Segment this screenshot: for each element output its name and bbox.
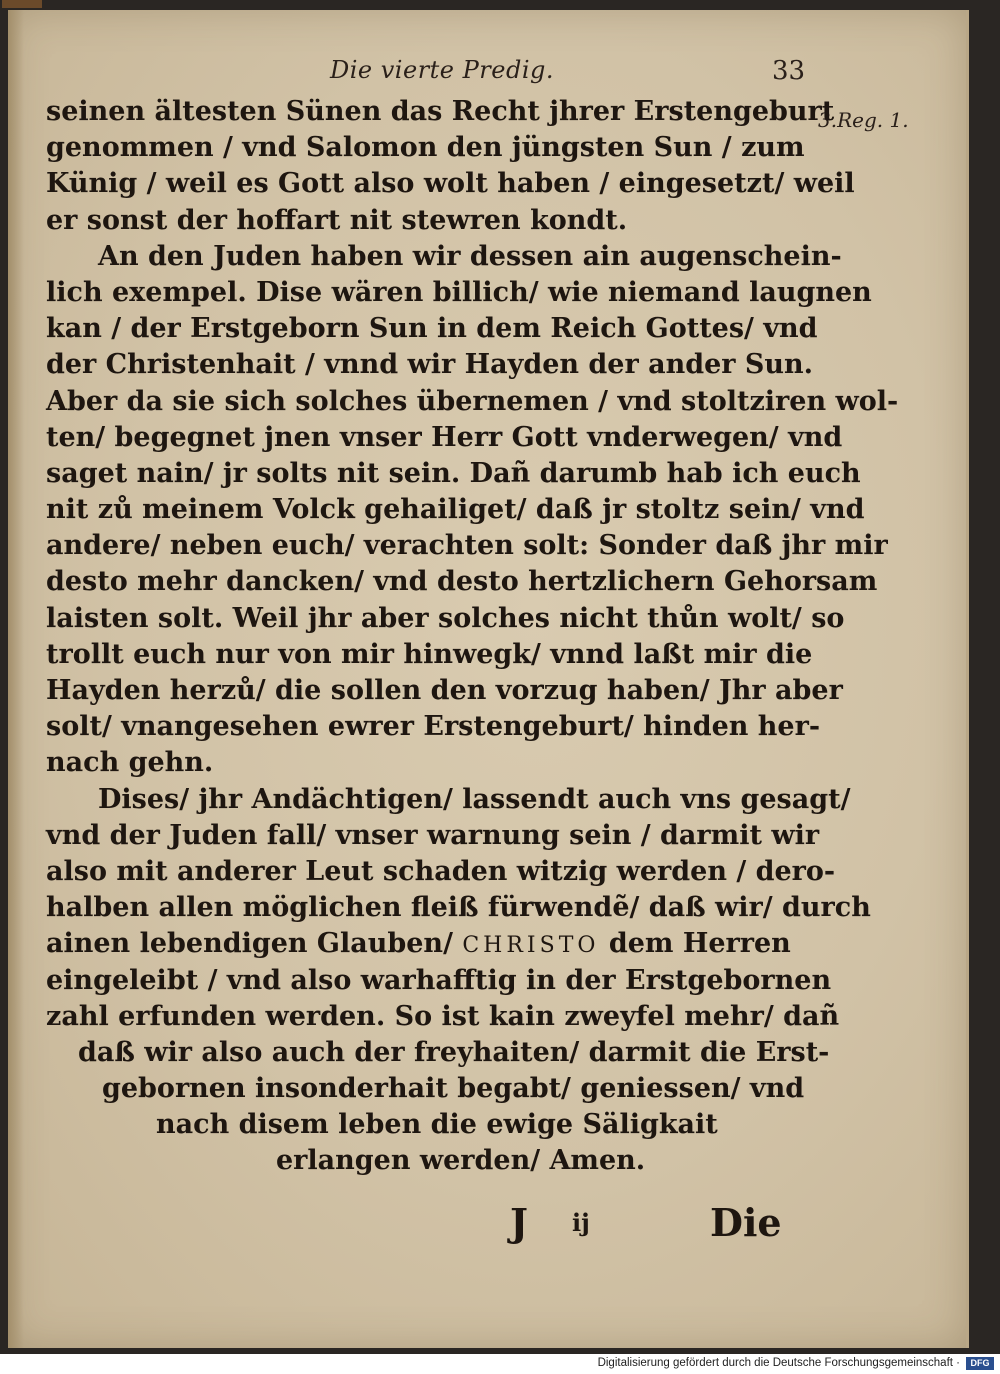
text-line: halben allen möglichen fleiß fürwendẽ/ daß wir/ durch [46,892,871,924]
running-head: Die vierte Predig. [330,56,554,84]
text-line: laisten solt. Weil jhr aber solches nicht thůn wolt/ so [46,602,845,634]
text-line: erlangen werden/ Amen. [276,1145,646,1177]
dfg-logo-icon: DFG [966,1357,994,1370]
text-line: An den Juden haben wir dessen ain augenschein- [98,240,842,272]
footer-credit: Digitalisierung gefördert durch die Deutsche Forschungsgemeinschaft · [597,1357,960,1369]
text-line: eingeleibt / vnd also warhafftig in der Erstgebornen [46,964,832,996]
text-fragment: dem Herren [608,928,791,960]
text-line: zahl erfunden werden. So ist kain zweyfel mehr/ dañ [46,1000,840,1032]
text-fragment: ainen lebendigen Glauben/ [46,928,453,960]
page-gutter-shadow [8,10,24,1348]
text-line: saget nain/ jr solts nit sein. Dañ darumb hab ich euch [46,457,861,489]
text-line: daß wir also auch der freyhaiten/ darmit die Erst- [78,1036,830,1068]
text-line: desto mehr dancken/ vnd desto hertzlichern Gehorsam [46,566,878,598]
text-line: gebornen insonderhait begabt/ geniessen/ vnd [102,1073,805,1105]
small-caps-name: CHRISTO [462,933,600,959]
text-line: lich exempel. Dise wären billich/ wie niemand laugnen [46,276,872,308]
corner-mark [2,0,42,8]
text-line: Dises/ jhr Andächtigen/ lassendt auch vns gesagt/ [98,783,851,815]
text-line: nach gehn. [46,747,214,779]
catchword: Die [710,1200,782,1245]
text-line: der Christenhait / vnnd wir Hayden der ander Sun. [46,349,814,381]
text-line: also mit anderer Leut schaden witzig werden / dero- [46,855,836,887]
text-line: nach disem leben die ewige Säligkait [156,1109,718,1141]
text-line: solt/ vnangesehen ewrer Erstengeburt/ hinden her- [46,711,821,743]
text-line: Aber da sie sich solches übernemen / vnd stoltziren wol- [46,385,899,417]
text-line: Hayden herzů/ die sollen den vorzug haben/ Jhr aber [46,675,843,706]
text-line: andere/ neben euch/ verachten solt: Sonder daß jhr mir [46,530,888,562]
text-line: kan / der Erstgeborn Sun in dem Reich Gottes/ vnd [46,313,818,345]
text-line: nit zů meinem Volck gehailiget/ daß jr stoltz sein/ vnd [46,494,865,526]
text-line: seinen ältesten Sünen das Recht jhrer Erstengeburt [46,96,835,127]
text-line: er sonst der hoffart nit stewren kondt. [46,204,628,236]
text-line-with-name [46,926,790,962]
text-line: trollt euch nur von mir hinwegk/ vnnd laßt mir die [46,638,813,670]
text-line: Künig / weil es Gott also wolt haben / eingesetzt/ weil [46,168,855,200]
signature-letter: J [510,1200,528,1245]
footer-bar [0,1354,1000,1374]
text-line: vnd der Juden fall/ vnser warnung sein / darmit wir [46,819,820,851]
page-number: 33 [772,56,806,86]
text-line: ten/ begegnet jnen vnser Herr Gott vnderwegen/ vnd [46,421,843,453]
margin-note: 3.Reg. 1. [818,108,909,132]
text-line: genommen / vnd Salomon den jüngsten Sun / zum [46,132,805,164]
signature-number: ij [572,1208,590,1237]
